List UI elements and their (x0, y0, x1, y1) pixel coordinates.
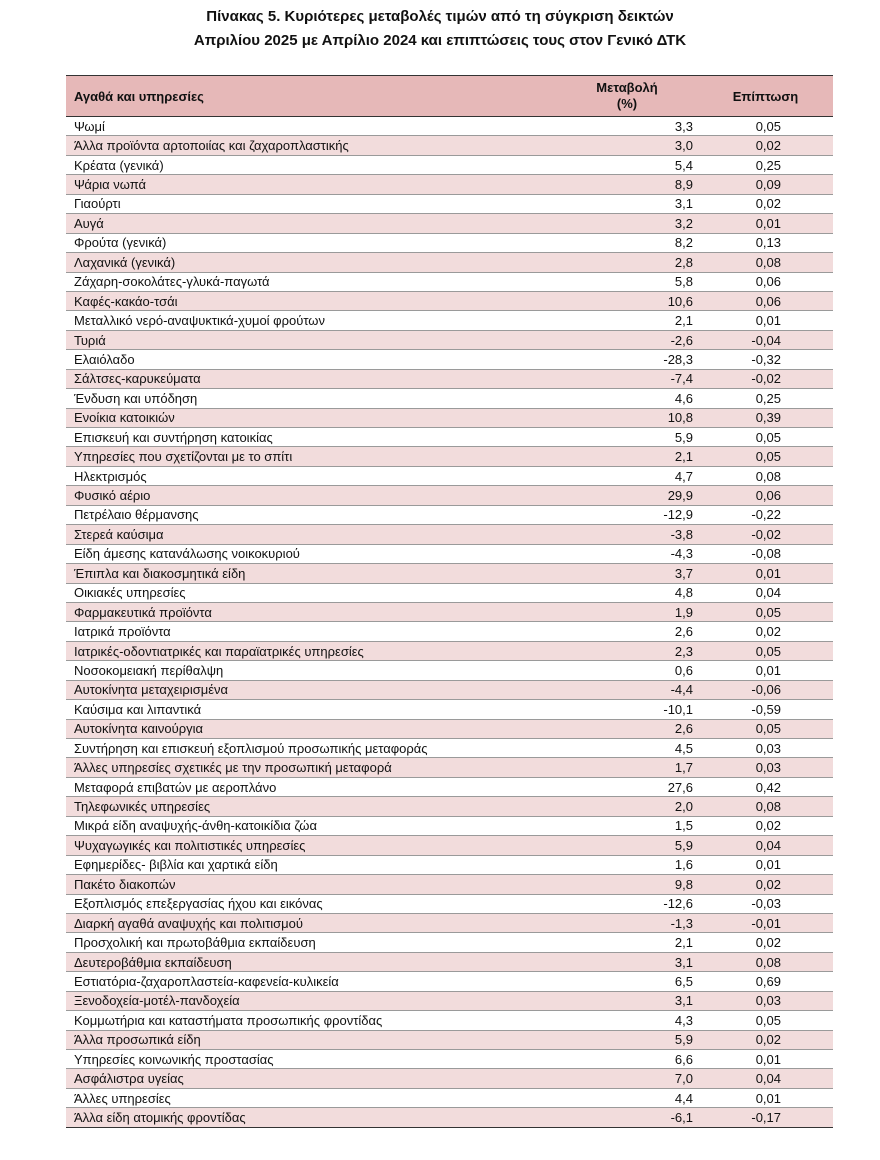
row-item: Εξοπλισμός επεξεργασίας ήχου και εικόνας (66, 894, 556, 913)
row-impact: 0,09 (698, 175, 833, 194)
row-item: Αυγά (66, 214, 556, 233)
table-row (66, 739, 833, 758)
table-row (66, 564, 833, 583)
row-item: Ιατρικά προϊόντα (66, 622, 556, 641)
row-impact: 0,04 (698, 1069, 833, 1088)
row-item: Κομμωτήρια και καταστήματα προσωπικής φροντίδας (66, 1011, 556, 1030)
header-item: Αγαθά και υπηρεσίες (66, 76, 556, 117)
row-impact: 0,01 (698, 311, 833, 330)
row-change: 2,3 (556, 641, 698, 660)
table-row (66, 700, 833, 719)
row-item: Γιαούρτι (66, 194, 556, 213)
row-change: -10,1 (556, 700, 698, 719)
row-change: 6,6 (556, 1050, 698, 1069)
row-item: Οικιακές υπηρεσίες (66, 583, 556, 602)
row-change: 4,4 (556, 1088, 698, 1107)
header-change-line-1: Μεταβολή (596, 80, 658, 95)
table-row (66, 1030, 833, 1049)
row-item: Ξενοδοχεία-μοτέλ-πανδοχεία (66, 991, 556, 1010)
row-change: 3,1 (556, 991, 698, 1010)
row-impact: 0,02 (698, 622, 833, 641)
table-row (66, 797, 833, 816)
row-item: Άλλα είδη ατομικής φροντίδας (66, 1108, 556, 1127)
row-item: Φρούτα (γενικά) (66, 233, 556, 252)
table-row (66, 894, 833, 913)
table-title-line-1: Πίνακας 5. Κυριότερες μεταβολές τιμών από τη σύγκριση δεικτών (206, 8, 674, 25)
row-item: Μικρά είδη αναψυχής-άνθη-κατοικίδια ζώα (66, 816, 556, 835)
row-change: 4,5 (556, 739, 698, 758)
row-change: -28,3 (556, 350, 698, 369)
row-item: Άλλα προσωπικά είδη (66, 1030, 556, 1049)
row-change: 10,6 (556, 291, 698, 310)
table-row (66, 661, 833, 680)
row-impact: 0,39 (698, 408, 833, 427)
table-row (66, 952, 833, 971)
row-item: Ασφάλιστρα υγείας (66, 1069, 556, 1088)
row-impact: 0,42 (698, 777, 833, 796)
row-change: -1,3 (556, 913, 698, 932)
table-row (66, 330, 833, 349)
row-impact: 0,06 (698, 272, 833, 291)
row-item: Κρέατα (γενικά) (66, 155, 556, 174)
row-change: 1,9 (556, 602, 698, 621)
row-impact: -0,02 (698, 525, 833, 544)
table-row (66, 311, 833, 330)
row-change: 5,9 (556, 1030, 698, 1049)
row-impact: 0,05 (698, 428, 833, 447)
row-impact: -0,22 (698, 505, 833, 524)
row-item: Καύσιμα και λιπαντικά (66, 700, 556, 719)
row-item: Ενοίκια κατοικιών (66, 408, 556, 427)
row-item: Αυτοκίνητα μεταχειρισμένα (66, 680, 556, 699)
row-item: Άλλα προϊόντα αρτοποιίας και ζαχαροπλαστικής (66, 136, 556, 155)
row-impact: 0,05 (698, 1011, 833, 1030)
row-item: Ελαιόλαδο (66, 350, 556, 369)
row-item: Επισκευή και συντήρηση κατοικίας (66, 428, 556, 447)
row-item: Στερεά καύσιμα (66, 525, 556, 544)
row-item: Έπιπλα και διακοσμητικά είδη (66, 564, 556, 583)
row-impact: 0,01 (698, 855, 833, 874)
row-change: 8,2 (556, 233, 698, 252)
row-impact: 0,02 (698, 816, 833, 835)
table-row (66, 602, 833, 621)
table-row (66, 389, 833, 408)
row-item: Ψάρια νωπά (66, 175, 556, 194)
row-impact: 0,06 (698, 486, 833, 505)
row-impact: -0,17 (698, 1108, 833, 1127)
row-change: 5,9 (556, 836, 698, 855)
row-impact: 0,08 (698, 253, 833, 272)
row-impact: 0,06 (698, 291, 833, 310)
table-row (66, 680, 833, 699)
table-row (66, 972, 833, 991)
row-change: 7,0 (556, 1069, 698, 1088)
row-impact: 0,05 (698, 602, 833, 621)
row-item: Ένδυση και υπόδηση (66, 389, 556, 408)
table-row (66, 214, 833, 233)
table-row (66, 175, 833, 194)
row-impact: -0,02 (698, 369, 833, 388)
row-impact: 0,08 (698, 466, 833, 485)
row-item: Συντήρηση και επισκευή εξοπλισμού προσωπικής μεταφοράς (66, 739, 556, 758)
table-body (66, 117, 833, 1128)
row-impact: 0,03 (698, 739, 833, 758)
header-change-line-2: (%) (616, 96, 638, 111)
row-item: Διαρκή αγαθά αναψυχής και πολιτισμού (66, 913, 556, 932)
table-row (66, 1069, 833, 1088)
row-change: 3,1 (556, 194, 698, 213)
row-impact: 0,02 (698, 194, 833, 213)
table-row (66, 1088, 833, 1107)
row-item: Είδη άμεσης κατανάλωσης νοικοκυριού (66, 544, 556, 563)
row-item: Προσχολική και πρωτοβάθμια εκπαίδευση (66, 933, 556, 952)
table-row (66, 913, 833, 932)
table-row (66, 350, 833, 369)
row-impact: 0,69 (698, 972, 833, 991)
row-impact: 0,05 (698, 641, 833, 660)
row-impact: 0,01 (698, 661, 833, 680)
row-change: 3,7 (556, 564, 698, 583)
row-item: Υπηρεσίες που σχετίζονται με το σπίτι (66, 447, 556, 466)
row-item: Μεταφορά επιβατών με αεροπλάνο (66, 777, 556, 796)
table-row (66, 836, 833, 855)
row-change: 3,1 (556, 952, 698, 971)
row-impact: 0,25 (698, 155, 833, 174)
row-item: Σάλτσες-καρυκεύματα (66, 369, 556, 388)
table-row (66, 428, 833, 447)
row-item: Εστιατόρια-ζαχαροπλαστεία-καφενεία-κυλικεία (66, 972, 556, 991)
row-change: -7,4 (556, 369, 698, 388)
table-row (66, 233, 833, 252)
row-change: 2,1 (556, 447, 698, 466)
row-item: Ζάχαρη-σοκολάτες-γλυκά-παγωτά (66, 272, 556, 291)
row-impact: -0,01 (698, 913, 833, 932)
row-change: 0,6 (556, 661, 698, 680)
table-row (66, 1011, 833, 1030)
row-impact: 0,05 (698, 447, 833, 466)
row-item: Πακέτο διακοπών (66, 875, 556, 894)
table-row (66, 253, 833, 272)
row-change: 9,8 (556, 875, 698, 894)
row-change: -3,8 (556, 525, 698, 544)
row-item: Αυτοκίνητα καινούργια (66, 719, 556, 738)
row-change: 3,3 (556, 117, 698, 136)
row-impact: 0,03 (698, 758, 833, 777)
row-item: Ηλεκτρισμός (66, 466, 556, 485)
table-row (66, 758, 833, 777)
row-impact: 0,04 (698, 836, 833, 855)
price-changes-table (66, 75, 833, 1128)
table-row (66, 544, 833, 563)
header-row (66, 76, 833, 117)
row-impact: 0,02 (698, 875, 833, 894)
row-impact: 0,08 (698, 952, 833, 971)
table-row (66, 408, 833, 427)
row-item: Υπηρεσίες κοινωνικής προστασίας (66, 1050, 556, 1069)
row-change: 29,9 (556, 486, 698, 505)
row-change: 5,9 (556, 428, 698, 447)
table-row (66, 486, 833, 505)
table-row (66, 777, 833, 796)
table-header (66, 76, 833, 117)
table-row (66, 505, 833, 524)
row-change: 2,1 (556, 933, 698, 952)
table-title-line-2: Απριλίου 2025 με Απρίλιο 2024 και επιπτώσεις τους στον Γενικό ΔΤΚ (193, 32, 687, 49)
row-impact: 0,02 (698, 1030, 833, 1049)
row-item: Νοσοκομειακή περίθαλψη (66, 661, 556, 680)
row-change: 2,0 (556, 797, 698, 816)
table-row (66, 369, 833, 388)
table-row (66, 194, 833, 213)
row-impact: 0,05 (698, 719, 833, 738)
row-impact: -0,32 (698, 350, 833, 369)
row-change: 2,1 (556, 311, 698, 330)
row-change: 4,6 (556, 389, 698, 408)
table-row (66, 272, 833, 291)
table-row (66, 816, 833, 835)
row-change: 4,8 (556, 583, 698, 602)
row-impact: -0,04 (698, 330, 833, 349)
table-row (66, 525, 833, 544)
header-change (556, 76, 698, 117)
row-impact: 0,01 (698, 1088, 833, 1107)
row-item: Ιατρικές-οδοντιατρικές και παραϊατρικές υπηρεσίες (66, 641, 556, 660)
table-row (66, 1050, 833, 1069)
row-impact: 0,05 (698, 117, 833, 136)
row-impact: -0,08 (698, 544, 833, 563)
row-change: 1,6 (556, 855, 698, 874)
row-change: 5,4 (556, 155, 698, 174)
row-change: 2,6 (556, 719, 698, 738)
row-item: Τυριά (66, 330, 556, 349)
table-row (66, 933, 833, 952)
table-row (66, 466, 833, 485)
row-item: Άλλες υπηρεσίες (66, 1088, 556, 1107)
table-row (66, 1108, 833, 1127)
row-change: 10,8 (556, 408, 698, 427)
row-change: 2,8 (556, 253, 698, 272)
row-impact: -0,06 (698, 680, 833, 699)
table-row (66, 155, 833, 174)
row-change: -4,3 (556, 544, 698, 563)
row-change: 8,9 (556, 175, 698, 194)
table-row (66, 136, 833, 155)
row-item: Άλλες υπηρεσίες σχετικές με την προσωπική μεταφορά (66, 758, 556, 777)
row-change: 2,6 (556, 622, 698, 641)
row-item: Λαχανικά (γενικά) (66, 253, 556, 272)
row-impact: 0,13 (698, 233, 833, 252)
table-row (66, 641, 833, 660)
row-impact: 0,02 (698, 933, 833, 952)
row-change: -12,9 (556, 505, 698, 524)
row-impact: 0,01 (698, 1050, 833, 1069)
table-row (66, 719, 833, 738)
table-row (66, 447, 833, 466)
row-change: 4,7 (556, 466, 698, 485)
table-row (66, 855, 833, 874)
header-impact: Επίπτωση (698, 76, 833, 117)
row-impact: 0,04 (698, 583, 833, 602)
row-item: Εφημερίδες- βιβλία και χαρτικά είδη (66, 855, 556, 874)
row-change: 1,7 (556, 758, 698, 777)
row-impact: 0,03 (698, 991, 833, 1010)
row-impact: 0,02 (698, 136, 833, 155)
table-row (66, 622, 833, 641)
row-change: 3,0 (556, 136, 698, 155)
row-item: Φαρμακευτικά προϊόντα (66, 602, 556, 621)
row-change: -12,6 (556, 894, 698, 913)
row-change: 1,5 (556, 816, 698, 835)
row-impact: 0,01 (698, 564, 833, 583)
row-impact: 0,01 (698, 214, 833, 233)
row-change: 27,6 (556, 777, 698, 796)
table-row (66, 991, 833, 1010)
row-change: -4,4 (556, 680, 698, 699)
table-row (66, 583, 833, 602)
table-row (66, 117, 833, 136)
row-change: 4,3 (556, 1011, 698, 1030)
row-change: 5,8 (556, 272, 698, 291)
row-item: Πετρέλαιο θέρμανσης (66, 505, 556, 524)
row-item: Ψυχαγωγικές και πολιτιστικές υπηρεσίες (66, 836, 556, 855)
row-change: 3,2 (556, 214, 698, 233)
row-item: Φυσικό αέριο (66, 486, 556, 505)
table-row (66, 875, 833, 894)
row-impact: 0,08 (698, 797, 833, 816)
row-impact: 0,25 (698, 389, 833, 408)
row-item: Τηλεφωνικές υπηρεσίες (66, 797, 556, 816)
row-item: Δευτεροβάθμια εκπαίδευση (66, 952, 556, 971)
row-item: Ψωμί (66, 117, 556, 136)
row-change: 6,5 (556, 972, 698, 991)
row-change: -6,1 (556, 1108, 698, 1127)
row-change: -2,6 (556, 330, 698, 349)
row-item: Μεταλλικό νερό-αναψυκτικά-χυμοί φρούτων (66, 311, 556, 330)
row-item: Καφές-κακάο-τσάι (66, 291, 556, 310)
table-row (66, 291, 833, 310)
row-impact: -0,59 (698, 700, 833, 719)
row-impact: -0,03 (698, 894, 833, 913)
